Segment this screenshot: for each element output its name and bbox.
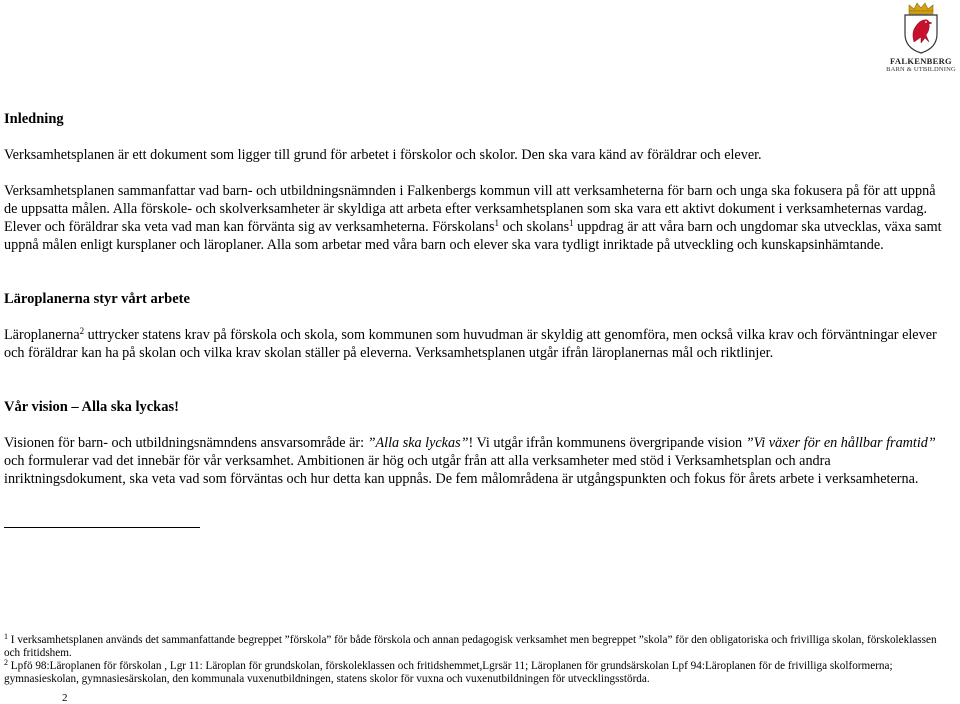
footnote-mark: 2: [4, 658, 8, 667]
logo-unit: BARN & UTBILDNING: [886, 66, 956, 73]
footnote-mark: 1: [4, 632, 8, 641]
paragraph-verksamhetsplan: [4, 182, 952, 254]
footnote-divider: [4, 527, 200, 528]
footnote-text: I verksamhetsplanen används det sammanfattande begreppet ”förskola” för både förskola och annan pedagogisk verksamhet men begreppet ”skola” för den obligatoriska och frivilliga skolan, förskoleklassen och fritidshem.: [4, 634, 937, 659]
footnotes: [4, 634, 952, 686]
text-segment: och formulerar vad det innebär för vår verksamhet. Ambitionen är hög och utgår från att alla verksamheter med stöd i Verksamhetsplan och andra inriktningsdokument, ska veta vad som förväntas och hur detta kan uppnås. De fem målområdena är utgångspunkten och fokus för årets arbete i verksamheterna.: [4, 453, 919, 487]
footnote-1: [4, 634, 952, 660]
text-segment: uttrycker statens krav på förskola och skola, som kommunen som huvudman är skyldig att genomföra, men också vilka krav och förväntningar elever och föräldrar kan ha på skolan och vilka krav skolan ställer på eleverna. Verksamhetsplanen utgår ifrån läroplanernas mål och riktlinjer.: [4, 327, 937, 361]
footnote-ref: 2: [79, 326, 85, 336]
coat-of-arms-icon: [899, 2, 943, 54]
document-body: [4, 110, 952, 488]
footnote-2: [4, 660, 952, 686]
heading-vision: Vår vision – Alla ska lyckas!: [4, 399, 179, 415]
heading-inledning: Inledning: [4, 111, 64, 127]
vision-quote: ”Alla ska lyckas”: [367, 435, 469, 451]
footnote-ref: 1: [494, 218, 499, 228]
footnote-ref: 1: [569, 218, 574, 228]
text-segment: uppdrag är att våra barn och ungdomar ska utvecklas, växa samt uppnå målen enligt kursplaner och läroplaner. Alla som arbetar med våra barn och elever ska vara tydligt inriktade på utveckling och kunskapsinhämtande.: [4, 219, 942, 253]
text-segment: ! Vi utgår ifrån kommunens övergripande vision: [468, 435, 746, 451]
paragraph-vision: [4, 434, 952, 488]
heading-laroplaner: Läroplanerna styr vårt arbete: [4, 291, 190, 307]
falkenberg-logo: [886, 2, 956, 73]
text-segment: Läroplanerna: [4, 327, 80, 343]
text-segment: Visionen för barn- och utbildningsnämndens ansvarsområde är:: [4, 435, 368, 451]
page-number: 2: [62, 692, 68, 704]
paragraph-laroplaner: [4, 326, 952, 362]
paragraph-intro: Verksamhetsplanen är ett dokument som ligger till grund för arbetet i förskolor och skolor. Den ska vara känd av föräldrar och elever.: [4, 147, 762, 163]
text-segment: och skolans: [498, 219, 570, 235]
footnote-text: Lpfö 98:Läroplanen för förskolan , Lgr 11: Läroplan för grundskolan, förskoleklassen och fritidshemmet,Lgrsär 11; Läroplanen för grundsärskolan Lpf 94:Läroplanen för de frivilliga skolformerna; gymnasieskolan, gymnasiesärskolan, den kommunala vuxenutbildningen, statens skolor för vuxna och vuxenutbildningen för utvecklingsstörda.: [4, 660, 893, 685]
logo-name: FALKENBERG: [890, 56, 952, 66]
text-segment: Verksamhetsplanen sammanfattar vad barn- och utbildningsnämnden i Falkenbergs kommun vill att verksamheterna för barn och unga ska fokusera på för att uppnå de uppsatta målen. Alla förskole- och skolverksamheter är skyldiga att arbeta efter verksamhetsplanen som ska vara ett aktivt dokument i verksamheternas vardag. Elever och föräldrar ska veta vad man kan förvänta sig av verksamheterna. Förskolans: [4, 183, 936, 235]
municipal-vision-quote: ”Vi växer för en hållbar framtid”: [745, 435, 936, 451]
